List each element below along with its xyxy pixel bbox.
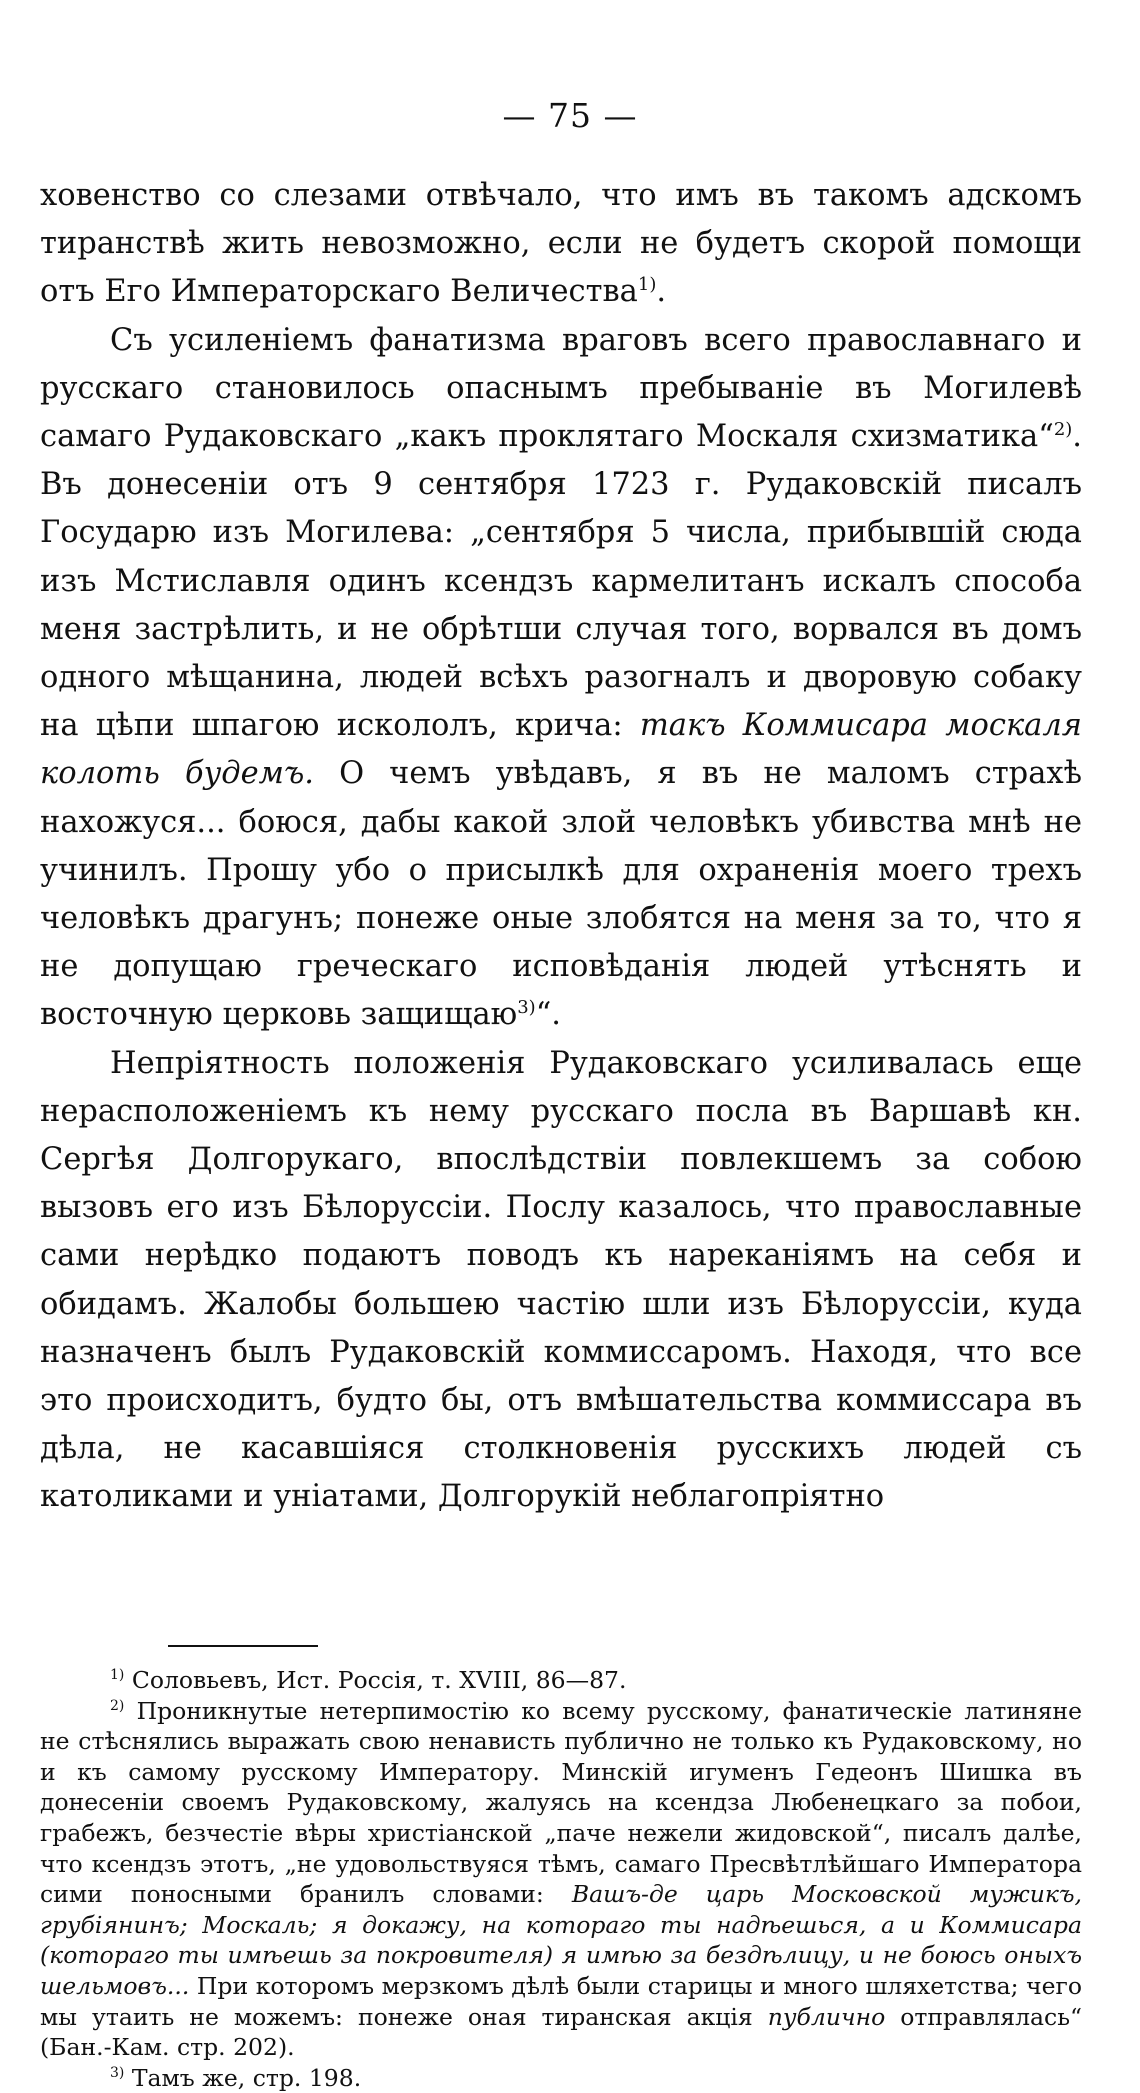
paragraph-3 — [40, 1040, 1082, 1522]
paragraph-2-italic-quote: такъ Коммисара москаля колоть будемъ. — [40, 708, 1082, 792]
footnote-1-mark: 1) — [110, 1667, 125, 1684]
footnote-2-text-a: Проникнутые нетерпимостію ко всему русскому, фанатическіе латиняне не стѣснялись выражать свою ненависть публично не только къ Рудаковскому, но и къ самому русскому Императору. Минскій игуменъ Гедеонъ Шишка въ донесеніи своемъ Рудаковскому, жалуясь на ксендза Любенецкаго за побои, грабежъ, безчестіе вѣры христіанской „паче нежели жидовской“, писалъ далѣе, что ксендзъ этотъ, „не удовольствуяся тѣмъ, самаго Пресвѣтлѣйшаго Императора сими поносными бранилъ словами: — [40, 1696, 1082, 1909]
footnote-ref-3[interactable]: 3) — [517, 997, 536, 1019]
footnote-3-text: Тамъ же, стр. 198. — [124, 2063, 362, 2092]
paragraph-2 — [40, 317, 1082, 1040]
paragraph-2-text-c: О чемъ увѣдавъ, я въ не маломъ страхѣ нахожуся... боюся, дабы какой злой человѣкъ убивства мнѣ не учинилъ. Прошу убо о присылкѣ для охраненія моего трехъ человѣкъ драгунъ; понеже оные злобятся на меня за то, что я не допущаю греческаго исповѣданія людей утѣснять и восточную церковь защищаю — [40, 756, 1082, 1033]
paragraph-1 — [40, 172, 1082, 317]
footnote-2-text-b: При которомъ мерзкомъ дѣлѣ были старицы и много шляхетства; чего мы утаить не можемъ: понеже оная тиранская акція — [40, 1971, 1082, 2031]
main-text — [40, 172, 1082, 1522]
footnote-2-italic-quote: Вашъ-де царь Московской мужикъ, грубіянинъ; Москаль; я докажу, на котораго ты надѣешься, а и Коммисара (котораго ты имѣешь за покровителя) я имѣю за бездѣлицу, и не боюсь оныхъ шельмовъ... — [40, 1880, 1082, 2000]
paragraph-2-text-d: “. — [535, 997, 561, 1033]
paragraph-1-end: . — [656, 274, 667, 310]
paragraph-2-text-a: Съ усиленіемъ фанатизма враговъ всего православнаго и русскаго становилось опаснымъ пребываніе въ Могилевѣ самаго Рудаковскаго „какъ проклятаго Москаля схизматика“ — [40, 322, 1082, 455]
footnote-ref-1[interactable]: 1) — [637, 274, 657, 296]
footnote-3 — [40, 2063, 1082, 2093]
footnote-2-mark: 2) — [110, 1697, 125, 1714]
footnotes — [40, 1665, 1082, 2093]
footnote-1-text: Соловьевъ, Ист. Россія, т. XVIII, 86—87. — [124, 1666, 627, 1694]
page-number: — 75 — — [502, 96, 638, 135]
footnote-2-text-c: отправлялась“ (Бан.-Кам. стр. 202). — [40, 2002, 1082, 2062]
paragraph-1-text: ховенство со слезами отвѣчало, что имъ въ такомъ адскомъ тиранствѣ жить невозможно, если не будетъ скорой помощи отъ Его Императорскаго Величества — [40, 178, 1082, 310]
footnote-2 — [40, 1696, 1082, 2063]
footnote-2-italic-word: публично — [767, 2002, 886, 2031]
paragraph-3-text: Непріятность положенія Рудаковскаго усиливалась еще нерасположеніемъ къ нему русскаго посла въ Варшавѣ кн. Сергѣя Долгорукаго, впослѣдствіи повлекшемъ за собою вызовъ его изъ Бѣлоруссіи. Послу казалось, что православные сами нерѣдко подаютъ поводъ къ нареканіямъ на себя и обидамъ. Жалобы большею частію шли изъ Бѣлоруссіи, куда назначенъ былъ Рудаковскій коммиссаромъ. Находя, что все это происходитъ, будто бы, отъ вмѣшательства коммиссара въ дѣла, не касавшіяся столкновенія русскихъ людей съ католиками и уніатами, Долгорукій неблагопріятно — [40, 1045, 1082, 1515]
footnote-divider — [168, 1645, 318, 1647]
footnote-ref-2[interactable]: 2) — [1053, 418, 1073, 440]
footnote-3-mark: 3) — [110, 2064, 125, 2081]
paragraph-2-text-b: . Въ донесеніи отъ 9 сентября 1723 г. Рудаковскій писалъ Государю изъ Могилева: „сентября 5 числа, прибывшій сюда изъ Мстиславля одинъ ксендзъ кармелитанъ искалъ способа меня застрѣлить, и не обрѣтши случая того, ворвался въ домъ одного мѣщанина, людей всѣхъ разогналъ и дворовую собаку на цѣпи шпагою искололъ, крича: — [40, 419, 1082, 744]
footnote-1 — [40, 1665, 1082, 1696]
